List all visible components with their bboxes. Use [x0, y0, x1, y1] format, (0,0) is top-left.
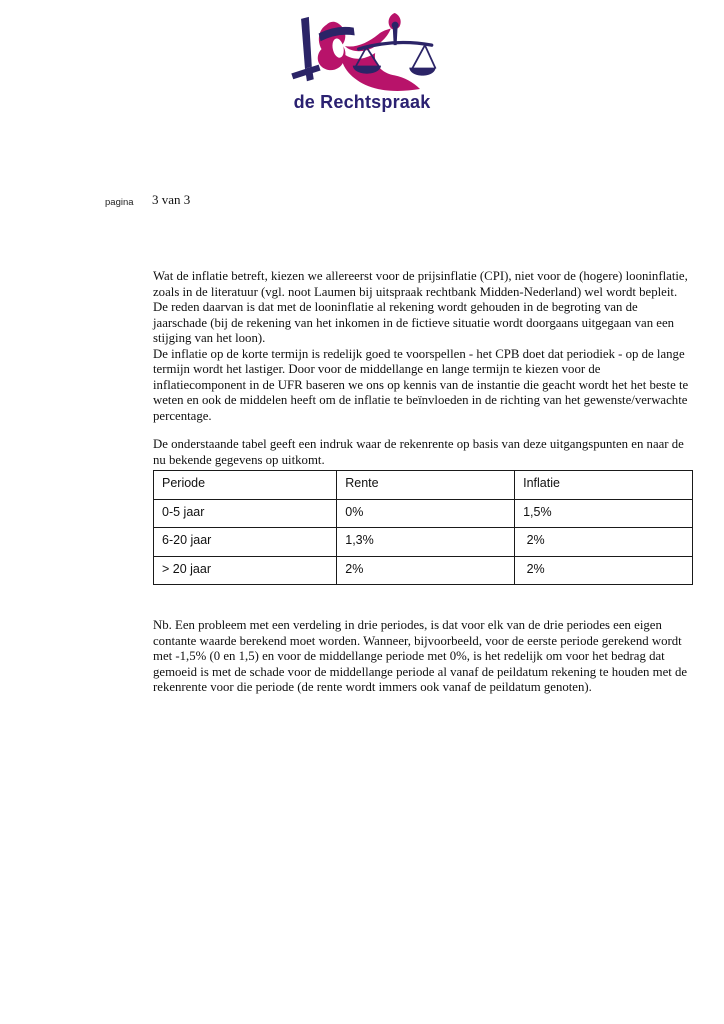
paragraph-inflation-cpi: Wat de inflatie betreft, kiezen we allereerst voor de prijsinflatie (CPI), niet voor de (hogere) looninflatie, zoals in de literatuur (vgl. noot Laumen bij uitspraak rechtbank Midden-Nederland) wel wordt bepleit. De reden daarvan is dat met de looninflatie al rekening wordt gehouden in de begroting van de jaarschade (bij de rekening van het inkomen in de fictieve situatie wordt doorgaans uitgegaan van een stijging van het loon).: [153, 269, 688, 345]
rekenrente-table: [153, 470, 693, 585]
cell-inflatie: 2%: [515, 528, 693, 557]
table-row: [154, 499, 693, 528]
scales-icon: [353, 22, 436, 76]
cell-periode: 0-5 jaar: [154, 499, 337, 528]
cell-rente: 0%: [337, 499, 515, 528]
document-body: [153, 269, 693, 696]
table-row: [154, 556, 693, 585]
col-header-periode: Periode: [154, 471, 337, 500]
drape-swoosh-shape: [341, 13, 420, 91]
cell-rente: 2%: [337, 556, 515, 585]
page-number-label: pagina: [105, 197, 134, 208]
cell-periode: 6-20 jaar: [154, 528, 337, 557]
justitia-logo-icon: [286, 13, 438, 91]
cell-inflatie: 2%: [515, 556, 693, 585]
cell-rente: 1,3%: [337, 528, 515, 557]
logo-wordmark: de Rechtspraak: [293, 92, 431, 112]
col-header-rente: Rente: [337, 471, 515, 500]
sword-icon: [291, 17, 320, 81]
paragraph-nb-note: Nb. Een probleem met een verdeling in drie periodes, is dat voor elk van de drie periodes een eigen contante waarde berekend moet worden. Wanneer, bijvoorbeeld, voor de eerste periode gerekend wordt met -1,5% (0 en 1,5) en voor de middellange periode met 0%, is het redelijk om voor het bedrag dat gemoeid is met de schade voor de middellange periode al vanaf de peildatum rekening te houden met de rekenrente voor die periode (de rente wordt immers ook vanaf de peildatum genoten).: [153, 618, 688, 694]
col-header-inflatie: Inflatie: [515, 471, 693, 500]
paragraph-table-intro: De onderstaande tabel geeft een indruk waar de rekenrente op basis van deze uitgangspunten en naar de nu bekende gegevens op uitkomt.: [153, 437, 684, 467]
table-row: [154, 528, 693, 557]
cell-periode: > 20 jaar: [154, 556, 337, 585]
rechtspraak-logo: [286, 13, 438, 113]
page-number-value: 3 van 3: [152, 192, 191, 207]
table-header-row: [154, 471, 693, 500]
paragraph-inflation-term: De inflatie op de korte termijn is redelijk goed te voorspellen - het CPB doet dat periodiek - op de lange termijn wordt het lastiger. Door voor de middellange en lange termijn te kiezen voor de inflatiecomponent in de UFR baseren we ons op kennis van de instantie die geacht wordt het het beste te weten en ook de middelen heeft om de inflatie te beïnvloeden in de richting van het gewenste/verwachte percentage.: [153, 346, 689, 423]
cell-inflatie: 1,5%: [515, 499, 693, 528]
